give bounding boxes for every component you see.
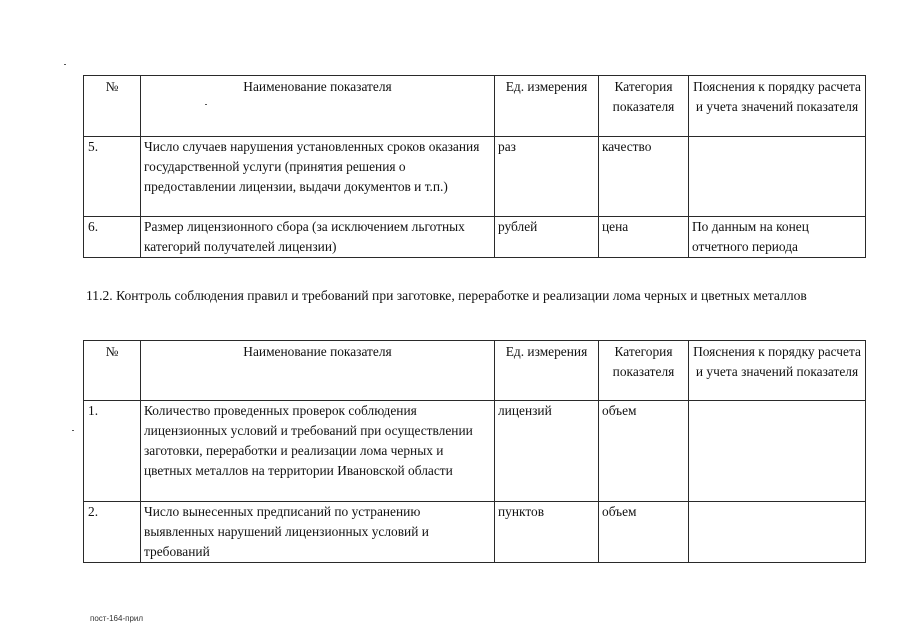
row-number: 5.	[84, 137, 141, 217]
row-indicator-name: Число вынесенных предписаний по устранению выявленных нарушений лицензионных условий и требований	[141, 502, 495, 563]
scan-speck	[72, 430, 74, 431]
row-number: 1.	[84, 401, 141, 502]
indicators-table-2	[83, 340, 866, 563]
header-unit: Ед. измерения	[495, 76, 599, 137]
header-number: №	[84, 341, 141, 401]
table-header-row	[84, 341, 866, 401]
scan-speck	[64, 64, 66, 65]
row-notes	[689, 401, 866, 502]
header-number: №	[84, 76, 141, 137]
row-indicator-name: Размер лицензионного сбора (за исключением льготных категорий получателей лицензии)	[141, 217, 495, 258]
header-category: Категория показателя	[599, 76, 689, 137]
row-category: качество	[599, 137, 689, 217]
table-row	[84, 217, 866, 258]
header-category: Категория показателя	[599, 341, 689, 401]
scan-speck	[205, 104, 207, 105]
row-indicator-name: Количество проведенных проверок соблюдения лицензионных условий и требований при осуществлении заготовки, переработки и реализации лома черных и цветных металлов на территории Ивановской области	[141, 401, 495, 502]
row-notes: По данным на конец отчетного периода	[689, 217, 866, 258]
row-unit: лицензий	[495, 401, 599, 502]
table-row	[84, 137, 866, 217]
footer-file-label: пост-164-прил	[90, 614, 144, 623]
header-indicator-name: Наименование показателя	[141, 341, 495, 401]
row-notes	[689, 502, 866, 563]
row-unit: пунктов	[495, 502, 599, 563]
indicators-table-1	[83, 75, 866, 258]
row-number: 2.	[84, 502, 141, 563]
row-category: объем	[599, 502, 689, 563]
header-notes: Пояснения к порядку расчета и учета значений показателя	[689, 76, 866, 137]
row-unit: раз	[495, 137, 599, 217]
table-header-row	[84, 76, 866, 137]
header-unit: Ед. измерения	[495, 341, 599, 401]
table-row	[84, 502, 866, 563]
row-notes	[689, 137, 866, 217]
row-unit: рублей	[495, 217, 599, 258]
row-category: объем	[599, 401, 689, 502]
header-indicator-name: Наименование показателя	[141, 76, 495, 137]
row-number: 6.	[84, 217, 141, 258]
row-indicator-name: Число случаев нарушения установленных сроков оказания государственной услуги (принятия решения о предоставлении лицензии, выдачи документов и т.п.)	[141, 137, 495, 217]
section-heading: 11.2. Контроль соблюдения правил и требований при заготовке, переработке и реализации лома черных и цветных металлов	[86, 288, 807, 303]
table-row	[84, 401, 866, 502]
row-category: цена	[599, 217, 689, 258]
header-notes: Пояснения к порядку расчета и учета значений показателя	[689, 341, 866, 401]
